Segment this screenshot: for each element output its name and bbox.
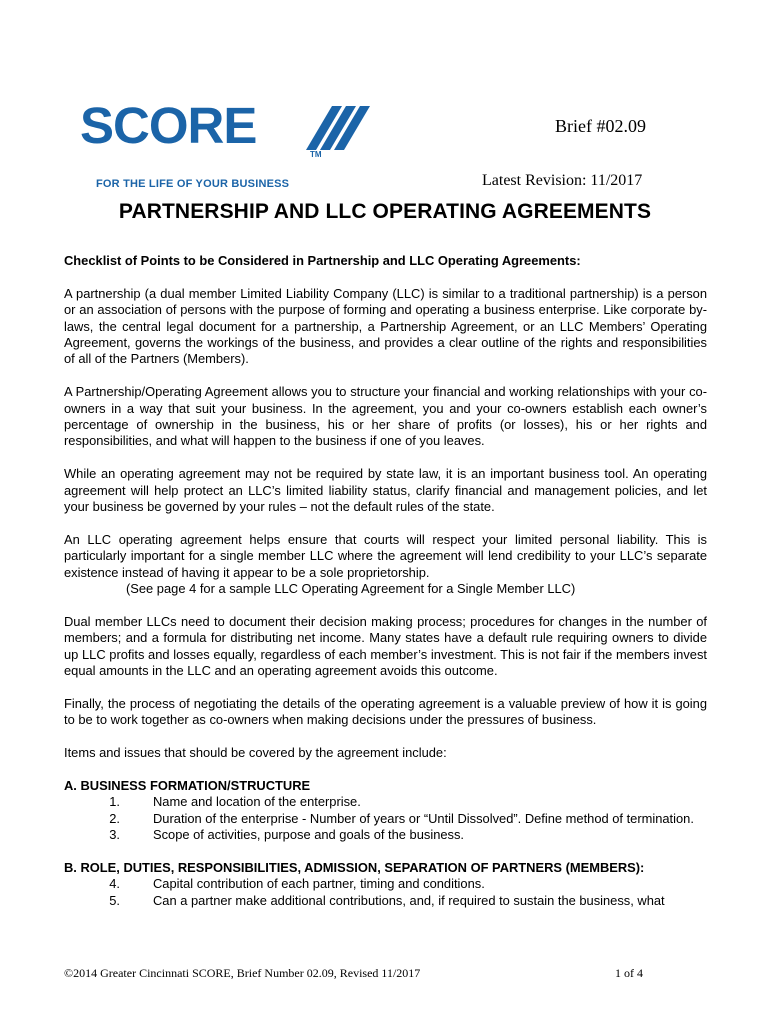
brief-number: Brief #02.09 — [555, 116, 646, 136]
list-item-number: 3. — [109, 827, 120, 843]
page-number: 1 of 4 — [615, 966, 643, 980]
list-item — [64, 794, 707, 810]
list-item — [64, 827, 707, 843]
section-b-list — [64, 876, 707, 909]
paragraph-state-law: While an operating agreement may not be required by state law, it is an important business tool. An operating agreement will help protect an LLC’s limited liability status, clarify financial and management policies, and let your business be governed by your rules – not the default rules of the state. — [64, 466, 707, 515]
list-item-number: 4. — [109, 876, 120, 892]
list-item — [64, 811, 707, 827]
list-item-text: Scope of activities, purpose and goals of the business. — [153, 827, 464, 843]
footer-copyright: ©2014 Greater Cincinnati SCORE, Brief Number 02.09, Revised 11/2017 — [64, 966, 421, 980]
section-a-list — [64, 794, 707, 843]
paragraph-items-intro: Items and issues that should be covered by the agreement include: — [64, 745, 447, 761]
list-item-text: Capital contribution of each partner, timing and conditions. — [153, 876, 485, 892]
list-item-text: Can a partner make additional contributions, and, if required to sustain the business, what — [153, 892, 665, 908]
logo-stripes-icon — [302, 104, 372, 154]
list-item-text: Name and location of the enterprise. — [153, 794, 361, 810]
list-item-text: Duration of the enterprise - Number of years or “Until Dissolved”. Define method of termination. — [153, 810, 694, 826]
latest-revision: Latest Revision: 11/2017 — [482, 172, 643, 189]
score-logo — [80, 97, 360, 195]
paragraph-finally: Finally, the process of negotiating the details of the operating agreement is a valuable preview of how it is going to be to work together as co-owners when making decisions under the pressures of business. — [64, 695, 707, 728]
list-item-number: 1. — [109, 794, 120, 810]
section-b-title: B. ROLE, DUTIES, RESPONSIBILITIES, ADMISSION, SEPARATION OF PARTNERS (MEMBERS): — [64, 859, 645, 875]
logo-wordmark: SCORE — [80, 97, 257, 154]
checklist-heading: Checklist of Points to be Considered in Partnership and LLC Operating Agreements: — [64, 253, 581, 268]
paragraph-liability — [64, 532, 707, 598]
paragraph-dual-member: Dual member LLCs need to document their decision making process; procedures for changes in the number of members; and a formula for distributing net income. Many states have a default rule requiring owners to divide up LLC profits and losses equally, regardless of each member’s investment. This is not fair if the members invest equal amounts in the LLC and an operating agreement avoids this outcome. — [64, 613, 707, 679]
list-item — [64, 876, 707, 892]
document-title: PARTNERSHIP AND LLC OPERATING AGREEMENTS — [118, 200, 652, 223]
paragraph-agreement: A Partnership/Operating Agreement allows you to structure your financial and working relationships with your co-owners in a way that suit your business. In the agreement, you and your co-owners establish each owner’s percentage of ownership in the business, his or her share of profits (or losses), his or her rights and responsibilities, and what will happen to the business if one of you leaves. — [64, 384, 707, 449]
logo-trademark: TM — [310, 150, 322, 159]
paragraph-intro: A partnership (a dual member Limited Liability Company (LLC) is similar to a traditional partnership) is a person or an association of persons with the purpose of forming and operating a business enterprise. Like corporate by-laws, the central legal document for a partnership, a Partnership Agreement, or an LLC Members’ Operating Agreement, governs the workings of the business, and provides a clear outline of the rights and responsibilities of all of the Partners (Members). — [64, 285, 707, 367]
see-page-note: (See page 4 for a sample LLC Operating Agreement for a Single Member LLC) — [126, 581, 576, 597]
list-item-number: 5. — [109, 892, 120, 908]
document-body — [64, 253, 707, 926]
list-item — [64, 893, 707, 909]
section-a-title: A. BUSINESS FORMATION/STRUCTURE — [64, 777, 311, 793]
logo-tagline: FOR THE LIFE OF YOUR BUSINESS — [96, 178, 290, 190]
list-item-number: 2. — [109, 810, 120, 826]
paragraph-liability-text: An LLC operating agreement helps ensure that courts will respect your limited personal liability. This is particularly important for a single member LLC where the agreement will lend credibility to your LLC’s separate existence instead of having it appear to be a sole proprietorship. — [64, 531, 707, 580]
